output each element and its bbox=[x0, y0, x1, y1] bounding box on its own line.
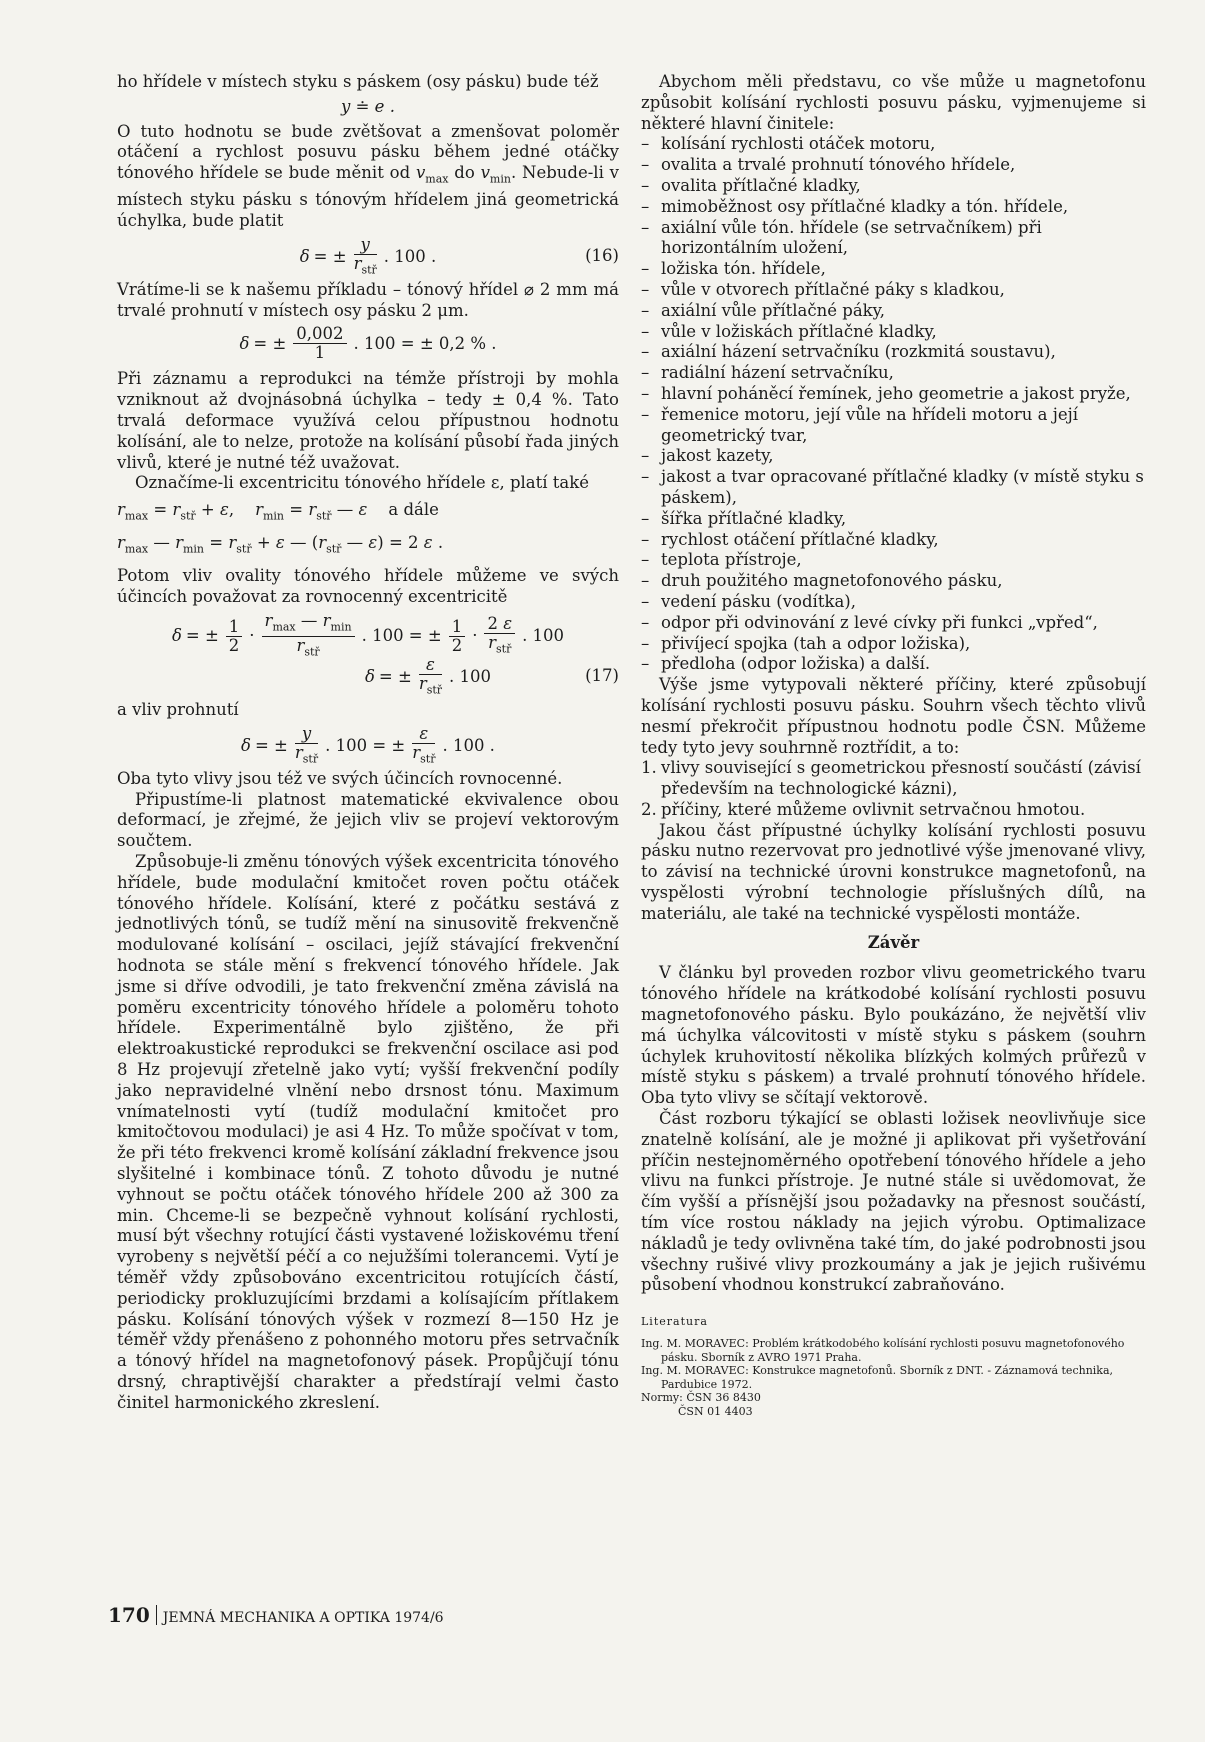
paragraph: Oba tyto vlivy jsou též ve svých účincích rovnocenné. bbox=[117, 768, 563, 788]
list-item-text: vůle v otvorech přítlačné páky s kladkou, bbox=[661, 279, 1005, 299]
list-item bbox=[641, 592, 1146, 613]
equation-bending: δ = ± $\frac{y}{r_{stř}}$ . 100 = ± $\frac{\varepsilon}{r_{stř}}$ . 100 . bbox=[241, 723, 495, 766]
paragraph: Jakou část přípustné úchylky kolísání rychlosti posuvu pásku nutno rezervovat pro jednotlivé výše jmenované vlivy, to závisí na technické úrovni konstrukce magnetofonů, na vyspělosti výrobní technologie příslušných dílů, na materiálu, ale také na technické vyspělosti montáže. bbox=[641, 820, 1146, 923]
left-column bbox=[117, 72, 619, 1414]
section-heading: Závěr bbox=[867, 932, 920, 952]
literature-list bbox=[641, 1337, 1146, 1418]
equation-numerator: 0,002 bbox=[293, 325, 346, 344]
list-item-text: předloha (odpor ložiska) a další. bbox=[661, 654, 931, 674]
list-item bbox=[641, 405, 1146, 447]
list-item bbox=[641, 384, 1146, 405]
paragraph: Označíme-li excentricitu tónového hřídele ε, platí také bbox=[135, 473, 590, 493]
list-item bbox=[641, 634, 1146, 655]
paragraph: Část rozboru týkající se oblasti ložisek neovlivňuje sice znatelně kolísání, ale je možné ji aplikovat při vyšetřování příčin nestejnoměrného opotřebení tónového hřídele a jeho vlivu na funkci přístroje. Je nutné stále si uvědomovat, že čím vyšší a přísnější jsou požadavky na přesnost součástí, tím více rostou náklady na jejich výrobu. Optimalizace nákladů je tedy ovlivněna také tím, do jaké podrobnosti jsou všechny rušivé vlivy prozkoumány a jak je jejich rušivému působení vhodnou konstrukcí zabraňováno. bbox=[641, 1109, 1146, 1295]
list-dash: – bbox=[641, 404, 650, 424]
list-item bbox=[641, 322, 1146, 343]
list-item bbox=[641, 134, 1146, 155]
equation-result: . 100 = ± 0,2 % . bbox=[353, 333, 497, 353]
list-item-text: ložiska tón. hřídele, bbox=[661, 259, 826, 279]
reference: Normy: ČSN 36 8430 bbox=[641, 1391, 761, 1405]
category-list bbox=[641, 758, 1146, 820]
list-dash: – bbox=[641, 196, 650, 216]
list-item bbox=[641, 446, 1146, 467]
list-item-text: axiální vůle přítlačné páky, bbox=[661, 300, 886, 320]
reference: ČSN 01 4403 bbox=[678, 1404, 753, 1418]
paragraph: ho hřídele v místech styku s páskem (osy pásku) bude též bbox=[117, 72, 599, 91]
list-item bbox=[641, 509, 1146, 530]
list-item-text: vedení pásku (vodítka), bbox=[661, 591, 856, 611]
list-dash: – bbox=[641, 321, 650, 341]
list-item bbox=[641, 363, 1146, 384]
list-item-text: rychlost otáčení přítlačné kladky, bbox=[661, 529, 939, 549]
list-dash: – bbox=[641, 529, 650, 549]
equation-number: (16) bbox=[585, 245, 619, 265]
list-dash: – bbox=[641, 654, 650, 674]
list-item bbox=[641, 613, 1146, 634]
list-item-text: ovalita přítlačné kladky, bbox=[661, 175, 861, 195]
literature-title: Literatura bbox=[641, 1315, 708, 1329]
list-dash: – bbox=[641, 342, 650, 362]
list-item bbox=[641, 197, 1146, 218]
equation-ovality: δ = ± $\frac{1}{2}$ · $\frac{r_{max} — r_{min}}{r_{stř}}$ . 100 = ± $\frac{1}{2}$ · $\frac{2 \varepsilon}{r_{stř}}$ . 100 bbox=[171, 611, 565, 659]
right-column bbox=[641, 72, 1146, 1418]
list-dash: – bbox=[641, 259, 650, 279]
page-footer bbox=[108, 1603, 444, 1627]
list-item-text: axiální vůle tón. hřídele (se setrvačníkem) při horizontálním uložení, bbox=[661, 217, 1042, 258]
paragraph: Vrátíme-li se k našemu příkladu – tónový hřídel ⌀ 2 mm má trvalé prohnutí v místech osy pásku 2 μm. bbox=[117, 279, 619, 320]
list-item bbox=[641, 301, 1146, 322]
equation-16: δ = ± $\frac{y}{r_{stř}}$ . 100 . (16) bbox=[299, 234, 619, 277]
factor-list bbox=[641, 134, 1146, 675]
paragraph: Abychom měli představu, co vše může u magnetofonu způsobit kolísání rychlosti posuvu pásku, vyjmenujeme si některé hlavní činitele: bbox=[641, 72, 1146, 133]
equation-example: δ = ± $\frac{0,002}{1}$ . 100 = ± 0,2 % . bbox=[239, 324, 497, 363]
list-item bbox=[641, 176, 1146, 197]
list-item bbox=[641, 280, 1146, 301]
list-item bbox=[641, 218, 1146, 260]
list-dash: – bbox=[641, 363, 650, 383]
list-item-text: ovalita a trvalé prohnutí tónového hřídele, bbox=[661, 155, 1016, 175]
page-number: 170 bbox=[108, 1603, 150, 1627]
list-item-text: hlavní poháněcí řemínek, jeho geometrie a jakost pryže, bbox=[661, 383, 1131, 403]
numbered-item-text: příčiny, které můžeme ovlivnit setrvačnou hmotou. bbox=[661, 799, 1086, 819]
list-dash: – bbox=[641, 383, 650, 403]
equation-17: δ = ± $\frac{\varepsilon}{r_{stř}}$ . 100 (17) bbox=[364, 655, 619, 697]
list-item-text: řemenice motoru, její vůle na hřídeli motoru a její geometrický tvar, bbox=[661, 404, 1079, 445]
list-dash: – bbox=[641, 134, 650, 154]
equation-number: (17) bbox=[585, 666, 619, 686]
footer-separator bbox=[156, 1605, 157, 1625]
equation-rmax: $r_{max} = r_{stř} + \varepsilon$, $r_{min} = r_{stř}$ — ε a dále bbox=[117, 500, 439, 523]
list-dash: – bbox=[641, 300, 650, 320]
paragraph: V článku byl proveden rozbor vlivu geometrického tvaru tónového hřídele na krátkodobé kolísání rychlosti posuvu magnetofonového pásku. Bylo poukázáno, že největší vliv má úchylka válcovitosti v místě styku s páskem (souhrn úchylek kruhovitostí několika blízkých kolmých průřezů v místě styku s páskem) a trvalé prohnutí tónového hřídele. Oba tyto vlivy se sčítají vektorově. bbox=[641, 963, 1146, 1108]
list-item-text: axiální házení setrvačníku (rozkmitá soustavu), bbox=[661, 342, 1056, 362]
journal-name: JEMNÁ MECHANIKA A OPTIKA 1974/6 bbox=[162, 1610, 444, 1626]
list-item-text: odpor při odvinování z levé cívky při funkci „vpřed“, bbox=[661, 612, 1098, 632]
list-dash: – bbox=[641, 550, 650, 570]
list-item bbox=[641, 342, 1146, 363]
list-item bbox=[641, 259, 1146, 280]
list-dash: – bbox=[641, 591, 650, 611]
item-number: 1. bbox=[641, 758, 657, 778]
paragraph: Způsobuje-li změnu tónových výšek excentricita tónového hřídele, bude modulační kmitočet roven počtu otáček tónového hřídele. Kolísání, které z počátku sestává z jednotlivých tónů, se tudíž mění na sinusovitě frekvenčně modulované kolísání – oscilaci, jejíž stávající frekvenční hodnota se stále mění s frekvencí tónového hřídele. Jak jsme si dříve odvodili, je tato frekvenční změna závislá na poměru excentricity tónového hřídele a poloměru tohoto hřídele. Experimentálně bylo zjištěno, že při elektroakustické reprodukci se frekvenční oscilace asi pod 8 Hz projevují zřetelně jako vytí; vyšší frekvenční podíly jako nepravidelné vlnění nebo drsnost tónu. Maximum vnímatelnosti vytí (tudíž modulační kmitočet pro kmitočtovou modulaci) je asi 4 Hz. To může spočívat v tom, že při této frekvenci kromě kolísání základní frekvence jsou slyšitelné i kombinace tónů. Z tohoto důvodu je nutné vyhnout se počtu otáček tónového hřídele 200 až 300 za min. Chceme-li se bezpečně vyhnout kolísání rychlosti, musí být všechny rotující části vystavené ložiskovému tření vyrobeny s největší péčí a co nejužšími tolerancemi. Vytí je téměř vždy způsobováno excentricitou rotujících částí, periodicky prokluzujícími brzdami a kolísajícím přítlakem pásku. Kolísání tónových výšek v rozmezí 8—150 Hz je téměř vždy přenášeno z pohonného motoru přes setrvačník a tónový hřídel na magnetofonový pásek. Propůjčují tónu drsný, chraptivější charakter a předstírají velmi často činitel harmonického zkreslení. bbox=[117, 852, 619, 1412]
list-item bbox=[641, 530, 1146, 551]
item-number: 2. bbox=[641, 799, 657, 819]
list-item-text: mimoběžnost osy přítlačné kladky a tón. hřídele, bbox=[661, 196, 1069, 216]
list-item-text: přivíjecí spojka (tah a odpor ložiska), bbox=[661, 633, 971, 653]
paragraph: Při záznamu a reprodukci na témže přístroji by mohla vzniknout až dvojnásobná úchylka – tedy ± 0,4 %. Tato trvalá deformace využívá celou přípustnou hodnotu kolísání, ale to nelze, protože na kolísání působí řada jiných vlivů, které je nutné též uvažovat. bbox=[117, 369, 619, 472]
list-item-text: teplota přístroje, bbox=[661, 550, 802, 570]
list-item-text: druh použitého magnetofonového pásku, bbox=[661, 571, 1003, 591]
numbered-item-text: vlivy související s geometrickou přesností součástí (závisí především na technologické kázni), bbox=[661, 758, 1141, 799]
paragraph: Výše jsme vytypovali některé příčiny, které způsobují kolísání rychlosti posuvu pásku. Souhrn všech těchto vlivů nesmí překročit přípustnou hodnotu podle ČSN. Můžeme tedy tyto jevy souhrnně roztřídit, a to: bbox=[641, 675, 1146, 757]
list-dash: – bbox=[641, 217, 650, 237]
list-dash: – bbox=[641, 175, 650, 195]
list-item bbox=[641, 155, 1146, 176]
list-item-text: vůle v ložiskách přítlačné kladky, bbox=[661, 321, 937, 341]
list-dash: – bbox=[641, 155, 650, 175]
paragraph: Připustíme-li platnost matematické ekvivalence obou deformací, je zřejmé, že jejich vliv se projeví vektorovým součtem. bbox=[117, 789, 619, 851]
equation-difference: $r_{max}$ — $r_{min} = r_{stř} + \varepsilon$ — ($r_{stř}$ — ε) = 2 ε . bbox=[117, 533, 444, 556]
list-item bbox=[641, 550, 1146, 571]
list-item-text: jakost a tvar opracované přítlačné kladky (v místě styku s páskem), bbox=[661, 467, 1144, 507]
list-dash: – bbox=[641, 612, 650, 632]
paragraph: Potom vliv ovality tónového hřídele můžeme ve svých účincích považovat za rovnocenný excentricitě bbox=[117, 566, 619, 607]
list-item-text: radiální házení setrvačníku, bbox=[661, 363, 894, 383]
paragraph: O tuto hodnotu se bude zvětšovat a zmenšovat poloměr otáčení a rychlost posuvu pásku během jedné otáčky tónového hřídele se bude měnit od $v_{max}$ do $v_{min}$. Nebude-li v místech styku pásku s tónovým hřídelem jiná geometrická úchylka, bude platit bbox=[117, 121, 619, 231]
reference: Ing. M. MORAVEC: Konstrukce magnetofonů. Sborník z DNT. - Záznamová technika, Pardubice 1972. bbox=[641, 1364, 1114, 1391]
list-item-text: kolísání rychlosti otáček motoru, bbox=[661, 134, 936, 154]
equation-text: a dále bbox=[388, 500, 439, 520]
list-item bbox=[641, 571, 1146, 592]
list-item bbox=[641, 467, 1146, 509]
list-item-text: jakost kazety, bbox=[661, 446, 774, 466]
list-dash: – bbox=[641, 508, 650, 528]
list-item-text: šířka přítlačné kladky, bbox=[661, 508, 847, 528]
numbered-item bbox=[641, 800, 1146, 821]
list-dash: – bbox=[641, 571, 650, 591]
paragraph: a vliv prohnutí bbox=[117, 700, 239, 720]
list-dash: – bbox=[641, 633, 650, 653]
list-dash: – bbox=[641, 279, 650, 299]
numbered-item bbox=[641, 758, 1146, 800]
reference: Ing. M. MORAVEC: Problém krátkodobého kolísání rychlosti posuvu magnetofonového pásku. Sborník z AVRO 1971 Praha. bbox=[641, 1337, 1125, 1364]
equation-y: y ≐ e . bbox=[341, 96, 395, 116]
list-dash: – bbox=[641, 446, 650, 466]
list-item bbox=[641, 654, 1146, 675]
list-dash: – bbox=[641, 467, 650, 487]
